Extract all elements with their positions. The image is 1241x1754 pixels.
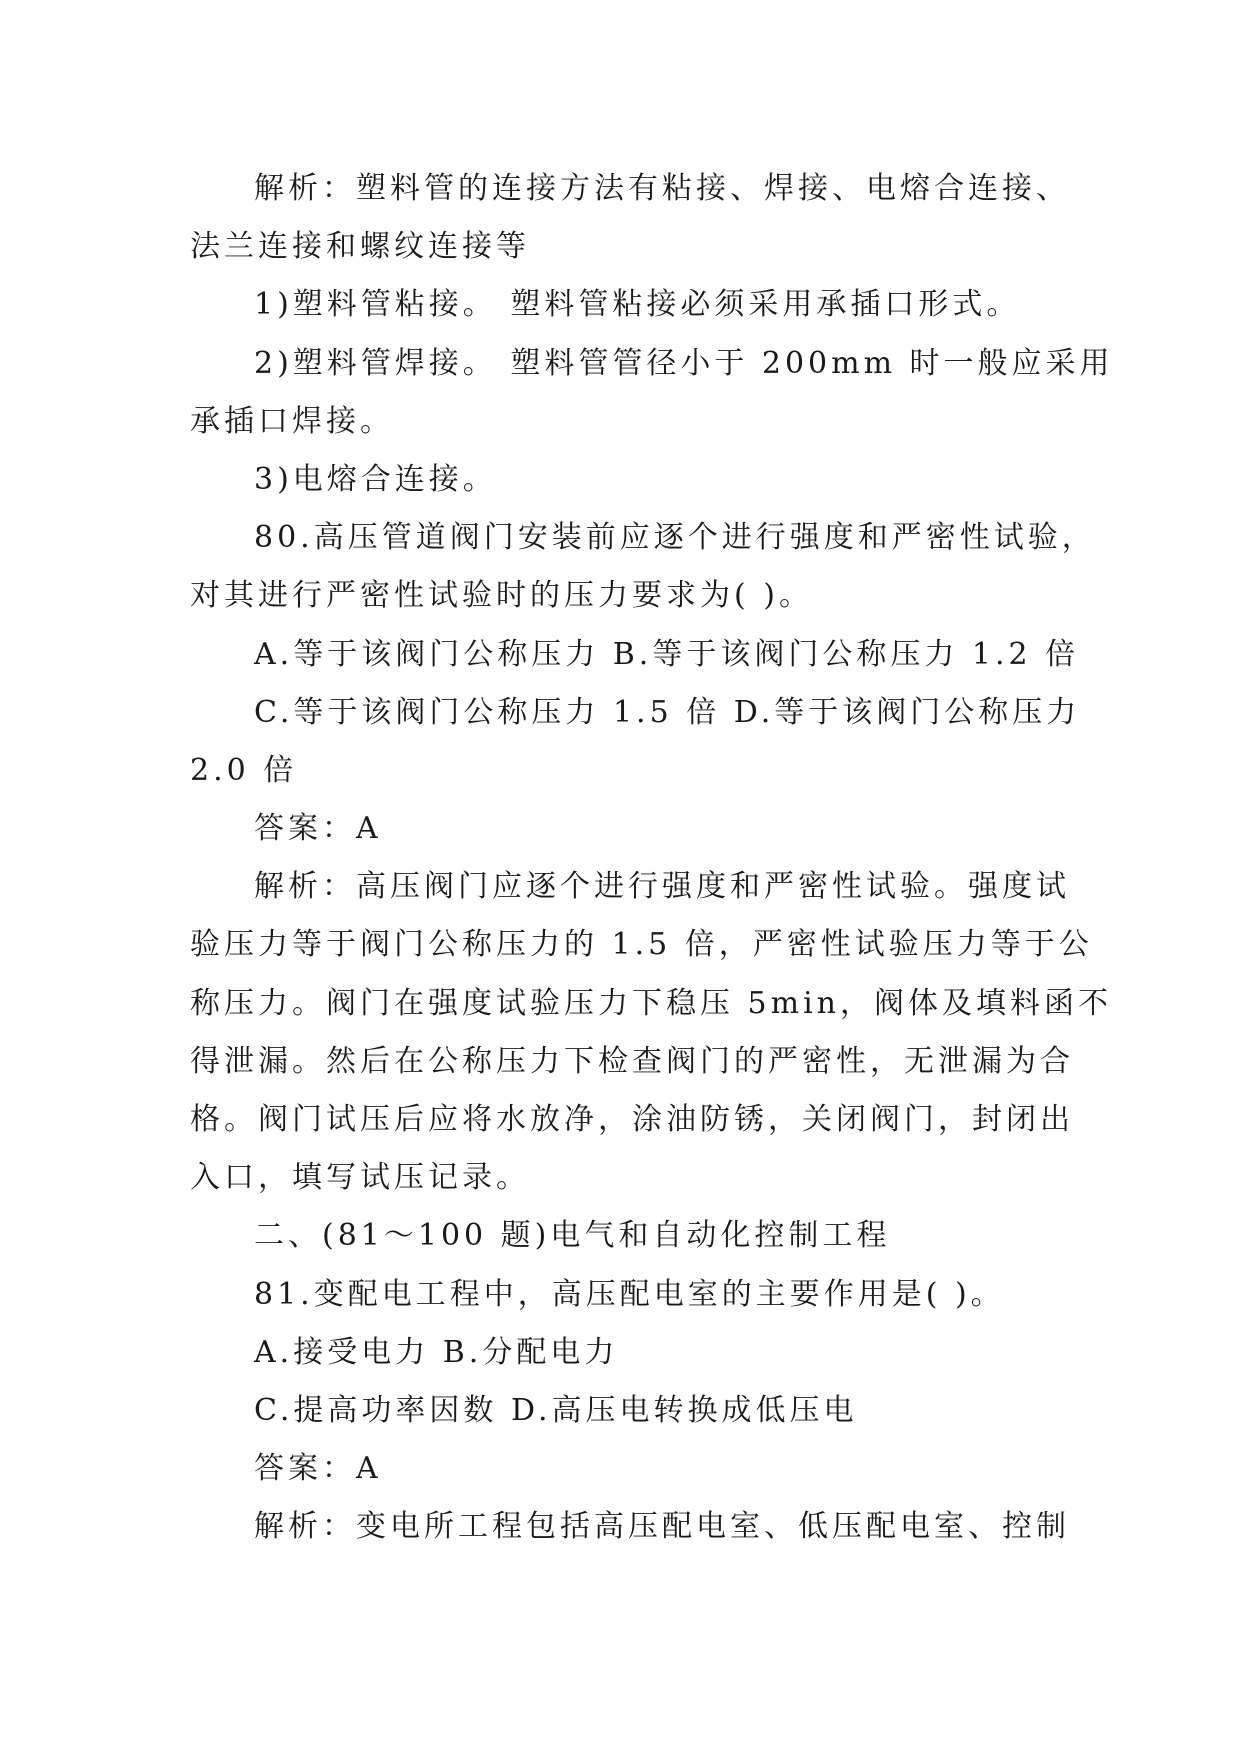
- question-80: 80.高压管道阀门安装前应逐个进行强度和严密性试验，: [254, 520, 1096, 556]
- text-line: 2.0 倍: [190, 752, 298, 788]
- analysis-line: 解析：变电所工程包括高压配电室、低压配电室、控制: [254, 1509, 1070, 1545]
- text-line: 格。阀门试压后应将水放净，涂油防锈，关闭阀门，封闭出: [190, 1102, 1074, 1137]
- section-heading: 二、(81～100 题)电气和自动化控制工程: [254, 1218, 891, 1254]
- list-item: 3)电熔合连接。: [254, 461, 497, 497]
- question-81: 81.变配电工程中，高压配电室的主要作用是( )。: [254, 1276, 1005, 1312]
- options-line: A.等于该阀门公称压力 B.等于该阀门公称压力 1.2 倍: [254, 636, 1080, 672]
- text-line: 法兰连接和螺纹连接等: [190, 229, 530, 265]
- text-line: 对其进行严密性试验时的压力要求为( )。: [190, 578, 813, 614]
- options-line: A.接受电力 B.分配电力: [254, 1334, 619, 1370]
- analysis-line: 解析：塑料管的连接方法有粘接、焊接、电熔合连接、: [254, 171, 1070, 206]
- answer-line: 答案：A: [254, 811, 382, 847]
- text-line: 承插口焊接。: [190, 403, 394, 439]
- list-item: 2)塑料管焊接。 塑料管管径小于 200mm 时一般应采用: [254, 345, 1114, 381]
- text-line: 得泄漏。然后在公称压力下检查阀门的严密性，无泄漏为合: [190, 1043, 1074, 1079]
- document-page: [190, 160, 1114, 1557]
- analysis-line: 解析：高压阀门应逐个进行强度和严密性试验。强度试: [254, 869, 1070, 905]
- answer-line: 答案：A: [254, 1451, 382, 1487]
- text-line: 入口，填写试压记录。: [190, 1160, 530, 1196]
- text-line: 称压力。阀门在强度试验压力下稳压 5min，阀体及填料函不: [190, 985, 1112, 1021]
- options-line: C.提高功率因数 D.高压电转换成低压电: [254, 1392, 858, 1428]
- list-item: 1)塑料管粘接。 塑料管粘接必须采用承插口形式。: [254, 287, 1021, 323]
- text-line: 验压力等于阀门公称压力的 1.5 倍，严密性试验压力等于公: [190, 927, 1093, 963]
- options-line: C.等于该阀门公称压力 1.5 倍 D.等于该阀门公称压力: [254, 694, 1081, 730]
